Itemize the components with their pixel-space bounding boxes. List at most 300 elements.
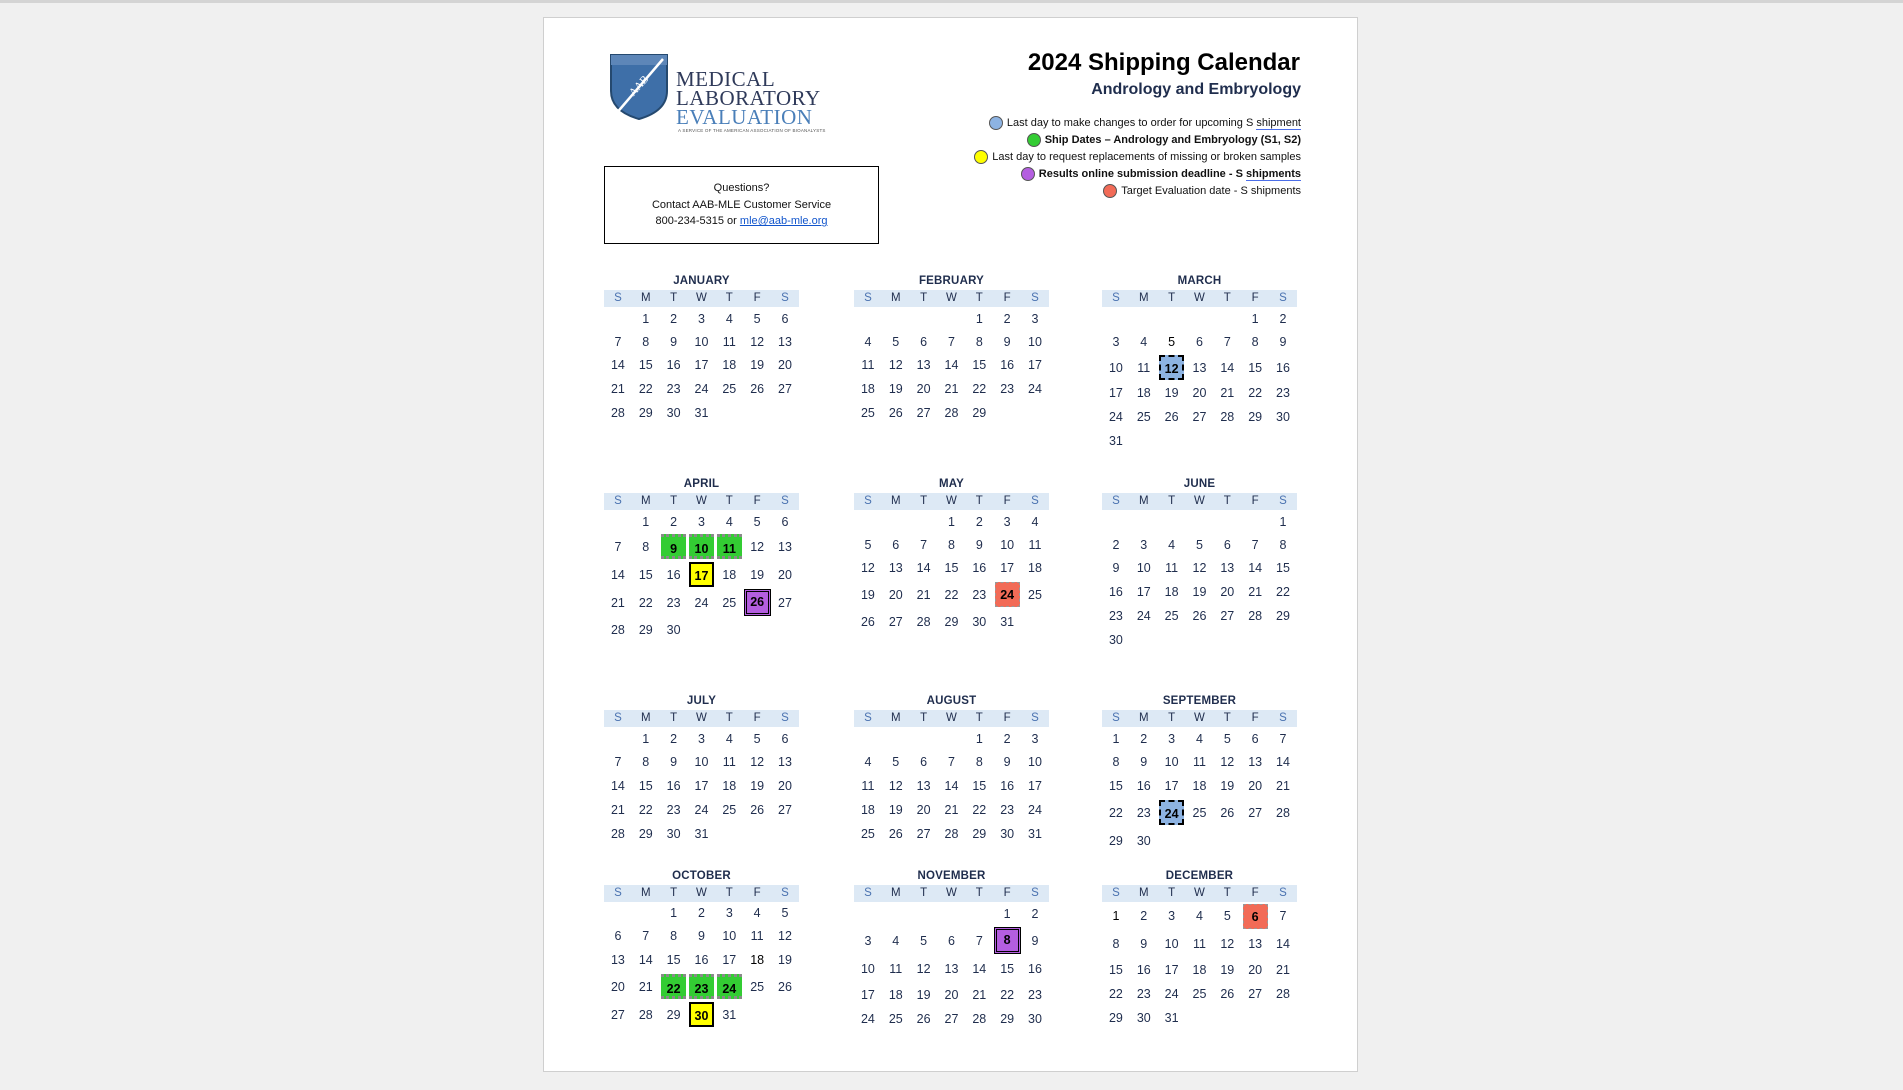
day-august-3 xyxy=(1021,727,1049,750)
day-march-18 xyxy=(1130,381,1158,405)
day-number: 17 xyxy=(1028,779,1042,793)
day-number: 5 xyxy=(1223,909,1231,923)
weekday-label: S xyxy=(1031,292,1039,304)
day-number: 12 xyxy=(888,779,903,793)
day-empty xyxy=(604,510,632,533)
day-february-8 xyxy=(965,330,993,353)
contact-questions: Questions? xyxy=(713,182,770,195)
day-number: 11 xyxy=(722,755,736,769)
day-number: 10 xyxy=(1164,937,1179,951)
day-july-20 xyxy=(771,774,799,798)
day-number: 30 xyxy=(1028,1012,1042,1026)
week-row xyxy=(1102,604,1297,628)
week-row xyxy=(1102,982,1297,1006)
day-empty xyxy=(1158,827,1186,854)
day-april-10 xyxy=(688,533,716,560)
day-january-8 xyxy=(632,330,660,353)
day-april-15 xyxy=(632,560,660,589)
day-number: 9 xyxy=(1112,561,1120,575)
weekday-label: W xyxy=(696,887,707,899)
day-number: 15 xyxy=(1248,360,1263,375)
day-number: 29 xyxy=(1000,1012,1015,1026)
day-march-31 xyxy=(1102,429,1130,453)
day-number: 1 xyxy=(1003,907,1011,921)
day-may-7 xyxy=(910,533,938,556)
day-august-9 xyxy=(993,750,1021,774)
day-february-14 xyxy=(938,353,966,377)
weekday-label: T xyxy=(670,495,678,507)
day-number: 20 xyxy=(1248,963,1263,977)
day-number: 16 xyxy=(666,779,681,793)
day-number: 21 xyxy=(916,587,931,602)
day-number: 16 xyxy=(1028,962,1042,976)
day-number: 5 xyxy=(753,731,761,746)
day-may-6 xyxy=(882,533,910,556)
day-january-31 xyxy=(688,401,716,425)
day-july-26 xyxy=(743,798,771,822)
day-number: 21 xyxy=(944,803,959,817)
day-empty xyxy=(882,510,910,533)
day-may-8 xyxy=(938,533,966,556)
day-november-1 xyxy=(993,902,1021,926)
day-number: 12 xyxy=(888,358,903,372)
weekday-label: T xyxy=(1168,712,1176,724)
weekday-label: M xyxy=(1138,495,1149,507)
day-november-16 xyxy=(1021,955,1049,983)
day-november-22 xyxy=(993,983,1021,1007)
month-name: JULY xyxy=(686,695,717,707)
day-february-15 xyxy=(965,353,993,377)
day-number: 22 xyxy=(972,803,987,817)
day-number: 14 xyxy=(610,358,625,372)
day-number: 20 xyxy=(944,988,959,1002)
day-december-7 xyxy=(1269,902,1297,930)
day-january-16 xyxy=(660,353,688,377)
day-number: 9 xyxy=(1140,755,1148,769)
day-number: 4 xyxy=(1140,335,1148,349)
day-december-21 xyxy=(1269,958,1297,982)
day-august-31 xyxy=(1021,822,1049,846)
day-number: 9 xyxy=(1031,933,1039,948)
day-march-6 xyxy=(1186,330,1214,354)
day-number: 7 xyxy=(975,933,983,948)
day-number: 3 xyxy=(1112,335,1120,349)
day-number: 11 xyxy=(889,962,903,976)
weekday-label: T xyxy=(1223,495,1231,507)
month-name: AUGUST xyxy=(926,695,977,707)
day-empty xyxy=(1213,1006,1241,1030)
day-april-5 xyxy=(743,510,771,533)
day-number: 15 xyxy=(944,561,959,575)
day-number: 7 xyxy=(1223,335,1231,349)
day-january-3 xyxy=(688,307,716,330)
week-row xyxy=(854,727,1049,750)
day-february-5 xyxy=(882,330,910,353)
weekday-label: M xyxy=(1138,887,1149,899)
day-february-11 xyxy=(854,353,882,377)
weekday-label: S xyxy=(1279,292,1287,304)
day-number: 20 xyxy=(916,382,931,396)
day-may-31 xyxy=(993,609,1021,635)
day-number: 9 xyxy=(1140,937,1148,951)
day-number: 19 xyxy=(916,988,931,1002)
day-june-6 xyxy=(1213,533,1241,556)
day-june-22 xyxy=(1269,580,1297,604)
day-june-11 xyxy=(1158,556,1186,580)
day-october-3 xyxy=(715,902,743,924)
day-empty xyxy=(632,902,660,924)
day-number: 9 xyxy=(697,929,705,943)
weekday-label: F xyxy=(1251,495,1259,507)
day-number: 28 xyxy=(610,406,625,420)
day-july-21 xyxy=(604,798,632,822)
day-september-26 xyxy=(1213,798,1241,827)
day-january-26 xyxy=(743,377,771,401)
day-number: 21 xyxy=(1276,779,1290,793)
day-number: 26 xyxy=(1164,410,1179,424)
day-april-16 xyxy=(660,560,688,589)
day-december-3 xyxy=(1158,902,1186,930)
weekday-label: W xyxy=(946,292,957,304)
day-july-19 xyxy=(743,774,771,798)
day-empty xyxy=(1186,1006,1214,1030)
day-empty xyxy=(854,902,882,926)
day-september-3 xyxy=(1158,727,1186,750)
day-april-23 xyxy=(660,589,688,616)
day-number: 13 xyxy=(1220,561,1235,575)
day-number: 7 xyxy=(920,537,928,552)
day-number: 10 xyxy=(689,534,714,559)
day-may-9 xyxy=(965,533,993,556)
day-number: 13 xyxy=(778,539,792,554)
month-name: JANUARY xyxy=(673,275,730,287)
day-number: 11 xyxy=(861,358,875,372)
day-number: 6 xyxy=(947,933,955,948)
weekday-label: S xyxy=(864,495,872,507)
day-november-13 xyxy=(938,955,966,983)
week-row xyxy=(604,1001,799,1028)
week-row xyxy=(604,727,799,750)
day-number: 1 xyxy=(975,311,983,326)
weekday-header xyxy=(604,885,799,902)
weekday-label: T xyxy=(920,887,928,899)
day-october-9 xyxy=(688,924,716,948)
day-number: 2 xyxy=(670,731,678,746)
day-september-20 xyxy=(1241,774,1269,798)
day-number: 19 xyxy=(750,779,765,793)
day-empty xyxy=(910,902,938,926)
day-august-20 xyxy=(910,798,938,822)
day-may-27 xyxy=(882,609,910,635)
day-august-25 xyxy=(854,822,882,846)
day-number: 30 xyxy=(689,1002,714,1027)
day-number: 14 xyxy=(1220,360,1235,375)
weekday-label: S xyxy=(614,712,622,724)
day-may-3 xyxy=(993,510,1021,533)
day-number: 24 xyxy=(995,582,1020,607)
week-row xyxy=(604,589,799,616)
day-number: 6 xyxy=(1223,537,1231,552)
month-name: OCTOBER xyxy=(672,870,731,882)
week-row xyxy=(604,750,799,774)
day-empty xyxy=(1130,628,1158,652)
day-october-15 xyxy=(660,948,688,972)
day-september-12 xyxy=(1213,750,1241,774)
week-row xyxy=(1102,798,1297,827)
day-empty xyxy=(604,902,632,924)
day-number: 17 xyxy=(860,988,875,1002)
day-may-4 xyxy=(1021,510,1049,533)
day-april-14 xyxy=(604,560,632,589)
day-july-3 xyxy=(688,727,716,750)
day-number: 5 xyxy=(892,755,900,769)
day-december-4 xyxy=(1186,902,1214,930)
day-empty xyxy=(1158,429,1186,453)
day-number: 3 xyxy=(864,933,872,948)
day-number: 27 xyxy=(944,1012,959,1026)
weekday-label: T xyxy=(975,292,983,304)
day-number: 10 xyxy=(694,334,709,349)
day-empty xyxy=(1241,429,1269,453)
day-number: 17 xyxy=(694,358,709,372)
day-april-12 xyxy=(743,533,771,560)
day-number: 24 xyxy=(1108,410,1123,424)
day-number: 1 xyxy=(947,514,955,529)
day-september-2 xyxy=(1130,727,1158,750)
day-july-7 xyxy=(604,750,632,774)
month-name: DECEMBER xyxy=(1165,870,1234,882)
day-number: 14 xyxy=(1248,561,1263,575)
day-december-13 xyxy=(1241,930,1269,958)
day-august-23 xyxy=(993,798,1021,822)
day-number: 10 xyxy=(1000,537,1015,552)
day-number: 2 xyxy=(697,906,705,920)
day-number: 1 xyxy=(1279,514,1287,529)
day-number: 27 xyxy=(1220,609,1235,623)
day-number: 9 xyxy=(670,755,678,769)
day-empty xyxy=(771,1001,799,1028)
day-number: 29 xyxy=(638,622,653,637)
day-november-3 xyxy=(854,926,882,955)
day-number: 13 xyxy=(944,962,959,976)
day-number: 8 xyxy=(1279,537,1287,552)
day-may-20 xyxy=(882,580,910,609)
day-number: 29 xyxy=(1276,609,1290,623)
week-row xyxy=(604,330,799,353)
day-march-8 xyxy=(1241,330,1269,354)
day-number: 19 xyxy=(1192,585,1207,599)
legend-label-underlined: shipments xyxy=(1245,167,1301,180)
day-number: 23 xyxy=(1000,803,1015,817)
day-number: 12 xyxy=(916,962,931,976)
day-number: 3 xyxy=(1168,909,1176,923)
weekday-label: F xyxy=(1003,887,1011,899)
day-number: 7 xyxy=(642,929,650,943)
week-row xyxy=(854,556,1049,580)
day-number: 11 xyxy=(1165,561,1179,575)
weekday-label: S xyxy=(614,292,622,304)
day-number: 16 xyxy=(666,567,681,582)
day-number: 9 xyxy=(1003,334,1011,349)
day-july-15 xyxy=(632,774,660,798)
contact-email-link[interactable]: mle@aab-mle.org xyxy=(739,215,828,228)
day-number: 15 xyxy=(638,358,653,372)
day-empty xyxy=(1021,609,1049,635)
day-august-28 xyxy=(938,822,966,846)
weekday-label: S xyxy=(1279,712,1287,724)
day-number: 10 xyxy=(860,962,875,976)
week-row xyxy=(1102,510,1297,533)
day-number: 2 xyxy=(670,514,678,529)
day-february-6 xyxy=(910,330,938,353)
day-number: 26 xyxy=(888,827,903,841)
legend-label-text: Ship Dates – Andrology and Embryology (S1, S2) xyxy=(1044,133,1301,146)
day-number: 17 xyxy=(722,953,737,967)
day-february-9 xyxy=(993,330,1021,353)
day-number: 23 xyxy=(972,587,987,602)
day-number: 24 xyxy=(1028,803,1042,817)
weekday-label: M xyxy=(640,887,651,899)
day-number: 24 xyxy=(694,803,709,817)
day-number: 31 xyxy=(1164,1011,1179,1025)
day-number: 26 xyxy=(860,615,875,629)
day-january-10 xyxy=(688,330,716,353)
day-february-12 xyxy=(882,353,910,377)
day-july-14 xyxy=(604,774,632,798)
week-row xyxy=(1102,727,1297,750)
day-june-13 xyxy=(1213,556,1241,580)
day-number: 19 xyxy=(860,587,875,602)
day-february-25 xyxy=(854,401,882,425)
day-number: 15 xyxy=(972,358,987,372)
day-november-28 xyxy=(965,1007,993,1031)
weekday-label: S xyxy=(1279,887,1287,899)
day-number: 22 xyxy=(638,382,653,396)
day-january-30 xyxy=(660,401,688,425)
day-number: 23 xyxy=(1000,382,1015,396)
day-number: 16 xyxy=(972,561,987,575)
day-august-30 xyxy=(993,822,1021,846)
day-july-2 xyxy=(660,727,688,750)
day-empty xyxy=(771,616,799,643)
day-december-16 xyxy=(1130,958,1158,982)
day-june-25 xyxy=(1158,604,1186,628)
day-july-11 xyxy=(715,750,743,774)
day-july-25 xyxy=(715,798,743,822)
day-number: 16 xyxy=(1000,779,1015,793)
day-may-1 xyxy=(938,510,966,533)
day-number: 26 xyxy=(1220,805,1235,820)
weekday-header xyxy=(1102,710,1297,727)
day-january-6 xyxy=(771,307,799,330)
week-row xyxy=(604,948,799,972)
weekday-label: W xyxy=(946,887,957,899)
day-number: 29 xyxy=(972,827,987,841)
day-february-28 xyxy=(938,401,966,425)
day-march-24 xyxy=(1102,405,1130,429)
day-number: 13 xyxy=(610,953,625,967)
day-number: 4 xyxy=(1195,909,1203,923)
day-number: 16 xyxy=(1136,779,1151,793)
weekday-label: S xyxy=(1031,887,1039,899)
day-january-15 xyxy=(632,353,660,377)
day-number: 17 xyxy=(1000,561,1015,575)
day-february-20 xyxy=(910,377,938,401)
day-number: 15 xyxy=(1276,561,1290,575)
day-may-30 xyxy=(965,609,993,635)
day-number: 16 xyxy=(1276,360,1290,375)
weekday-label: M xyxy=(640,292,651,304)
weekday-label: F xyxy=(1251,887,1259,899)
day-empty xyxy=(1269,1006,1297,1030)
weekday-label: W xyxy=(1194,887,1205,899)
day-may-19 xyxy=(854,580,882,609)
day-june-14 xyxy=(1241,556,1269,580)
day-number: 3 xyxy=(697,311,705,326)
day-number: 28 xyxy=(944,406,959,420)
week-row xyxy=(854,353,1049,377)
day-march-30 xyxy=(1269,405,1297,429)
day-number: 13 xyxy=(916,779,931,793)
day-march-15 xyxy=(1241,354,1269,381)
day-number: 29 xyxy=(638,406,653,420)
day-april-13 xyxy=(771,533,799,560)
day-october-12 xyxy=(771,924,799,948)
week-row xyxy=(604,924,799,948)
weekday-label: T xyxy=(975,712,983,724)
week-row xyxy=(854,955,1049,983)
day-number: 11 xyxy=(1192,755,1206,769)
weekday-label: S xyxy=(864,887,872,899)
weekday-label: T xyxy=(1223,712,1231,724)
day-january-20 xyxy=(771,353,799,377)
day-july-16 xyxy=(660,774,688,798)
day-september-30 xyxy=(1130,827,1158,854)
day-number: 17 xyxy=(1028,358,1042,372)
day-number: 12 xyxy=(750,755,765,769)
day-march-2 xyxy=(1269,307,1297,330)
day-number: 21 xyxy=(944,382,959,396)
day-july-8 xyxy=(632,750,660,774)
day-november-5 xyxy=(910,926,938,955)
day-number: 8 xyxy=(670,929,678,943)
day-june-9 xyxy=(1102,556,1130,580)
day-number: 23 xyxy=(666,595,681,610)
day-empty xyxy=(743,822,771,846)
day-december-28 xyxy=(1269,982,1297,1006)
day-july-18 xyxy=(715,774,743,798)
day-number: 5 xyxy=(1195,537,1203,552)
day-empty xyxy=(854,727,882,750)
day-june-15 xyxy=(1269,556,1297,580)
day-number: 22 xyxy=(1248,386,1263,400)
day-february-3 xyxy=(1021,307,1049,330)
day-july-10 xyxy=(688,750,716,774)
day-may-15 xyxy=(938,556,966,580)
weekday-label: S xyxy=(1112,712,1120,724)
day-may-16 xyxy=(965,556,993,580)
week-row xyxy=(1102,958,1297,982)
day-may-18 xyxy=(1021,556,1049,580)
weekday-label: F xyxy=(1251,712,1259,724)
day-number: 7 xyxy=(947,334,955,349)
day-number: 26 xyxy=(888,406,903,420)
day-number: 12 xyxy=(1220,755,1235,769)
day-november-9 xyxy=(1021,926,1049,955)
day-december-6 xyxy=(1241,902,1269,930)
day-number: 25 xyxy=(722,595,737,610)
day-number: 24 xyxy=(1136,609,1151,623)
